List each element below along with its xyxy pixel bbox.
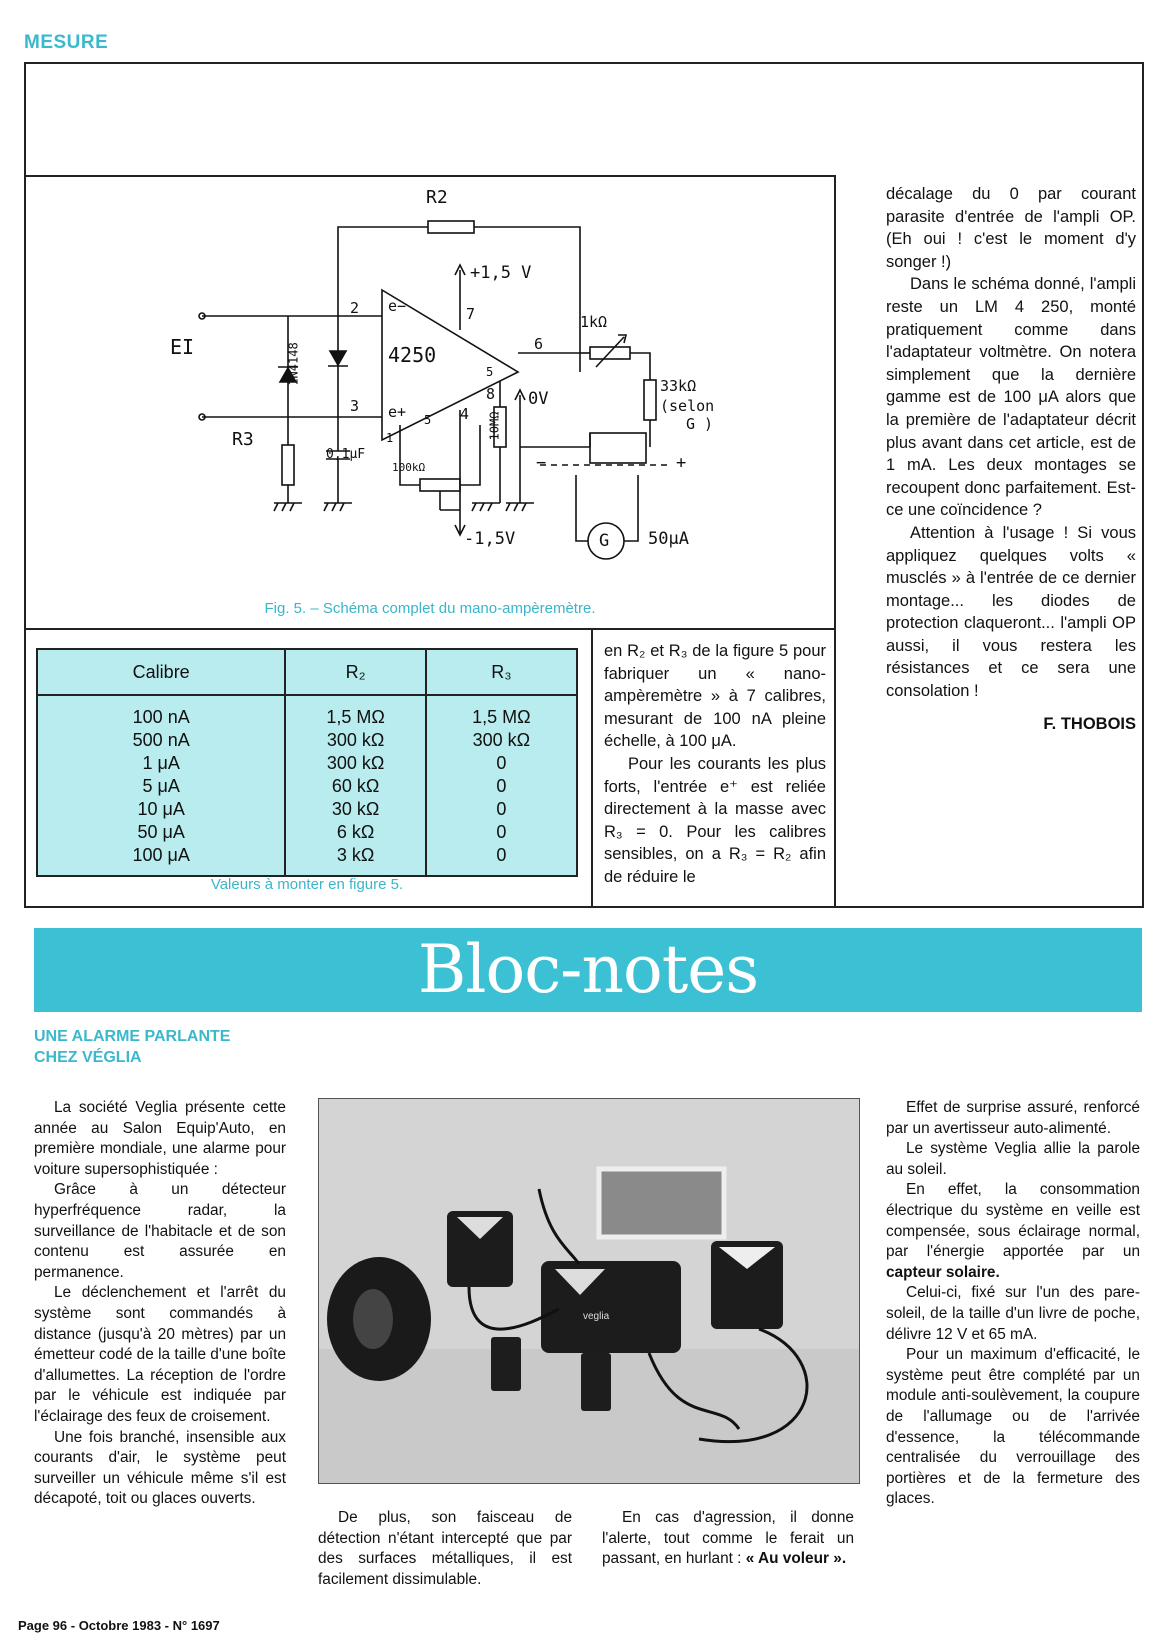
au-voleur: « Au voleur ». <box>745 1550 847 1568</box>
under-photo-right-text: En cas d'agression, il donne l'alerte, tout comme le ferait un passant, en hurlant : <box>602 1509 854 1568</box>
label-diode: 1N4148 <box>286 342 301 386</box>
frame-divider-right <box>834 175 836 908</box>
headline-line-1: UNE ALARME PARLANTE <box>34 1028 231 1045</box>
calibre-table-wrap <box>36 648 578 877</box>
label-pin2: 2 <box>350 299 360 317</box>
schematic-labels <box>160 185 780 605</box>
table-cell: 30 kΩ <box>331 799 380 819</box>
bloc-right-paragraph-4: Celui-ci, fixé sur l'un des pare-soleil, de la taille d'un livre de poche, délivre 12 V et 65 mA. <box>886 1284 1140 1343</box>
under-photo-right <box>602 1508 854 1570</box>
bloc-right-column <box>886 1098 1140 1510</box>
table-col-r2 <box>285 695 425 876</box>
right-column <box>886 183 1136 735</box>
under-photo-right-paragraph <box>602 1508 854 1570</box>
label-galvo: G <box>599 531 610 551</box>
label-pin6: 6 <box>534 335 544 353</box>
right-paragraph-1: décalage du 0 par courant parasite d'entrée de l'ampli OP. (Eh oui ! c'est le moment d'y songer !) <box>886 185 1136 271</box>
bloc-left-paragraph-3: Le déclenchement et l'arrêt du système sont commandés à distance (jusqu'à 20 mètres) par un émetteur codé de la taille d'une boîte d'allumettes. La réception de l'ordre par le véhicule est indiquée par l'éclairage des feux de croisement. <box>34 1284 286 1425</box>
table-cell: 100 μA <box>132 845 190 865</box>
table-header-calibre: Calibre <box>37 649 285 695</box>
table-cell: 3 kΩ <box>336 845 375 865</box>
label-pot-1k: 1kΩ <box>580 313 608 331</box>
table-cell: 0 <box>496 799 507 819</box>
label-pin8: 8 <box>486 385 496 403</box>
table-cell: 0 <box>496 822 507 842</box>
author: F. THOBOIS <box>1043 714 1136 733</box>
bloc-notes-title: Bloc-notes <box>417 931 759 1008</box>
label-minus: − <box>536 453 547 473</box>
table-cell: 100 nA <box>132 707 190 727</box>
bloc-right-paragraph-5: Pour un maximum d'efficacité, le système peut être complété par un module anti-soulèvement, la coupure de l'allumage ou de l'arrivée d'essence, la télécommande centralisée du verrouillage des portières et de la fermeture des glaces. <box>886 1346 1140 1508</box>
label-plus: + <box>676 453 687 473</box>
bloc-right-paragraph-3-text: En effet, la consommation électrique du système en veille est compensée, sous éclairage normal, par l'énergie apportée par un <box>886 1181 1140 1261</box>
photo-brand-label: veglia <box>583 1311 610 1322</box>
label-pin4: 4 <box>460 405 470 423</box>
label-cap: 0,1μF <box>326 447 366 462</box>
label-pot-offset: 100kΩ <box>392 461 426 474</box>
bloc-right-paragraph-1: Effet de surprise assuré, renforcé par un avertisseur auto-alimenté. <box>886 1099 1140 1137</box>
bloc-notes-banner <box>34 928 1142 1012</box>
section-tag: MESURE <box>24 32 109 53</box>
label-pin3: 3 <box>350 397 360 415</box>
table-col-calibre <box>37 695 285 876</box>
figure5-caption: Fig. 5. – Schéma complet du mano-ampèremètre. <box>264 600 596 617</box>
middle-paragraph-2: Pour les courants les plus forts, l'entrée e⁺ est reliée directement à la masse avec R₃ = 0. Pour les calibres sensibles, on a R₃ = R₂ afin de réduire le <box>604 754 826 886</box>
label-galvo-range: 50μA <box>648 529 689 549</box>
table-cell: 300 kΩ <box>472 730 531 750</box>
label-g-close: G ) <box>686 415 714 433</box>
table-cell: 0 <box>496 753 507 773</box>
frame-divider-mid <box>591 628 593 908</box>
label-e-minus: e− <box>388 297 407 315</box>
table-cell: 0 <box>496 845 507 865</box>
label-r2: R2 <box>426 187 448 208</box>
bloc-right-paragraph-3 <box>886 1180 1140 1283</box>
label-ov: 0V <box>528 389 549 409</box>
table-cell: 6 kΩ <box>336 822 375 842</box>
table-cell: 1,5 MΩ <box>472 707 531 727</box>
remote-2 <box>581 1353 611 1411</box>
label-input: EI <box>170 335 195 359</box>
headline-line-2: CHEZ VÉGLIA <box>34 1049 142 1066</box>
product-photo <box>318 1098 860 1484</box>
solar-panel <box>599 1169 724 1237</box>
bloc-left-paragraph-2: Grâce à un détecteur hyperfréquence radar, la surveillance de l'habitacle et de son contenu est assurée en permanence. <box>34 1181 286 1281</box>
middle-column <box>604 640 826 889</box>
frame-divider-top <box>24 175 836 177</box>
label-e-plus: e+ <box>388 403 407 421</box>
table-cell: 50 μA <box>137 822 185 842</box>
label-supply-neg: -1,5V <box>464 529 516 549</box>
label-selon: (selon <box>660 397 715 415</box>
bloc-right-paragraph-2: Le système Veglia allie la parole au soleil. <box>886 1140 1140 1178</box>
page-footer: Page 96 - Octobre 1983 - N° 1697 <box>18 1618 220 1633</box>
table-col-r3 <box>426 695 577 876</box>
table-header-r3: R₃ <box>426 649 577 695</box>
table-cell: 10 μA <box>137 799 185 819</box>
under-photo-left-paragraph: De plus, son faisceau de détection n'étant intercepté que par des surfaces métalliques, il est facilement dissimulable. <box>318 1509 572 1588</box>
capteur-solaire: capteur solaire. <box>886 1263 1000 1281</box>
right-paragraph-2: Dans le schéma donné, l'ampli reste un LM 4 250, monté pratiquement comme dans l'adaptateur voltmètre. On notera simplement que la dernière gamme est de 100 μA alors que la première de l'adaptateur décrit plus avant dans cet article, est de 1 mA. Les deux montages se recoupent donc parfaitement. Est-ce une coïncidence ? <box>886 275 1136 520</box>
table-cell: 1 μA <box>142 753 180 773</box>
label-r10m: 10MΩ <box>487 411 502 441</box>
label-r33k: 33kΩ <box>660 377 697 395</box>
frame-divider-figure <box>24 628 836 630</box>
under-photo-left <box>318 1508 572 1590</box>
bloc-left-paragraph-1: La société Veglia présente cette année au Salon Equip'Auto, en première mondiale, une alarme pour voiture supersophistiquée : <box>34 1099 286 1178</box>
bloc-left-column <box>34 1098 286 1510</box>
article-headline <box>34 1026 230 1068</box>
table-header-r2: R₂ <box>285 649 425 695</box>
table-cell: 0 <box>496 776 507 796</box>
table-cell: 5 μA <box>142 776 180 796</box>
label-supply-pos: +1,5 V <box>470 263 532 283</box>
table-cell: 500 nA <box>132 730 190 750</box>
label-pin1: 1 <box>386 431 394 445</box>
table-cell: 1,5 MΩ <box>326 707 385 727</box>
table-caption: Valeurs à monter en figure 5. <box>210 876 404 893</box>
remote-1 <box>491 1337 521 1391</box>
table-cell: 300 kΩ <box>326 753 385 773</box>
calibre-table <box>36 648 578 877</box>
middle-paragraph-1: en R₂ et R₃ de la figure 5 pour fabriquer un « nano-ampèremètre » à 7 calibres, mesurant de 100 nA pleine échelle, à 100 μA. <box>604 642 826 751</box>
label-pin5b: 5 <box>424 413 432 427</box>
label-r3: R3 <box>232 429 254 450</box>
bloc-left-paragraph-4: Une fois branché, insensible aux courants d'air, le système peut surveiller un véhicule même s'il est décapoté, toit ou glaces ouverts. <box>34 1428 286 1508</box>
label-chip: 4250 <box>388 343 437 367</box>
label-pin5: 5 <box>486 365 494 379</box>
label-pin7: 7 <box>466 305 476 323</box>
photo-illustration <box>319 1099 859 1483</box>
right-paragraph-3: Attention à l'usage ! Si vous appliquez quelques volts « musclés » à l'entrée de ce dernier montage... les diodes de protection claqueront... l'ampli OP aussi, il vous restera les résistances et ce sera une consolation ! <box>886 523 1136 701</box>
table-cell: 60 kΩ <box>331 776 380 796</box>
table-cell: 300 kΩ <box>326 730 385 750</box>
